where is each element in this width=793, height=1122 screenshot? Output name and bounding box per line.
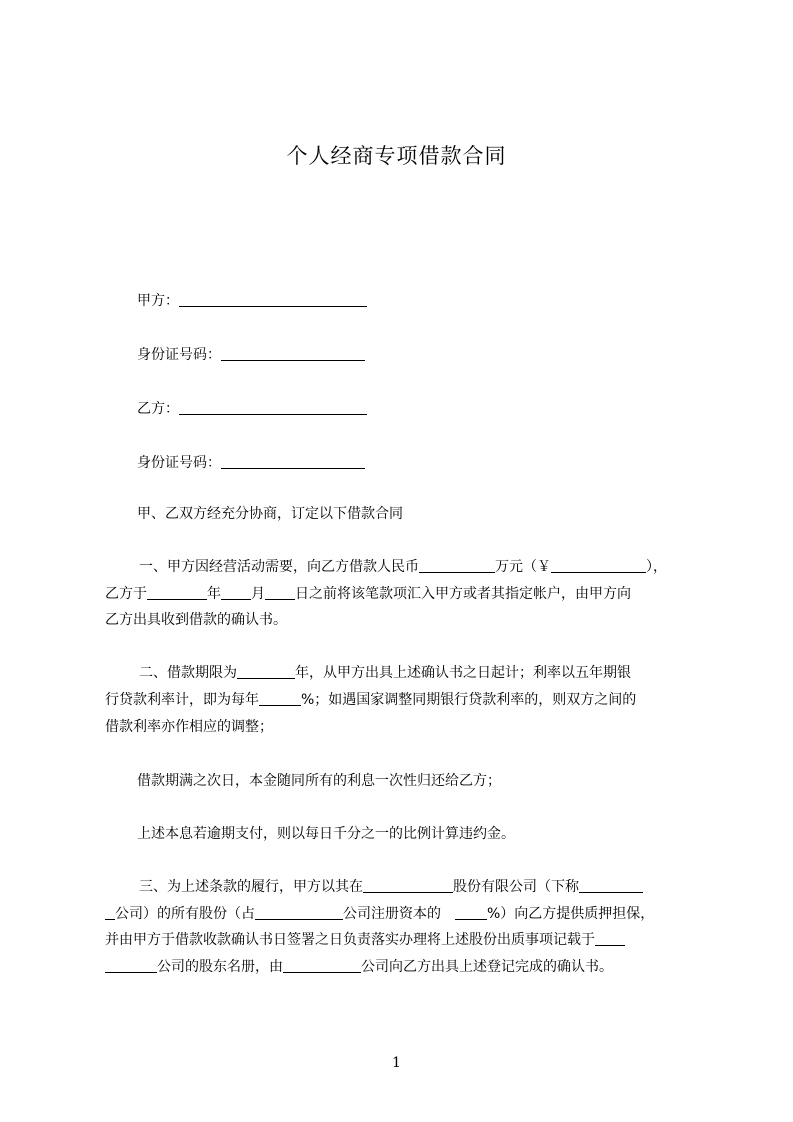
loan-amount-figure-blank[interactable]	[551, 558, 646, 573]
clause3-line2	[105, 904, 705, 924]
registered-capital-percent-blank[interactable]	[455, 905, 487, 920]
share-percent-blank[interactable]	[255, 905, 343, 920]
party-b-line	[137, 399, 737, 419]
clause3-line4	[105, 957, 705, 977]
clause1-text: 日之前将该笔款项汇入甲方或者其指定帐户，由甲方向	[295, 586, 631, 602]
clause3-text: 公司注册资本的	[343, 906, 441, 922]
clause1-text: 月	[251, 586, 265, 602]
clause2-text: 二、借款期限为	[139, 665, 237, 681]
confirming-company-blank[interactable]	[283, 958, 361, 973]
party-a-label: 甲方：	[137, 293, 179, 309]
clause3-line1	[139, 877, 739, 897]
clause2-line3: 借款利率亦作相应的调整；	[105, 719, 273, 735]
company-name-blank[interactable]	[363, 878, 453, 893]
clause1-text: ），	[646, 559, 667, 575]
contract-title: 个人经商专项借款合同	[286, 144, 507, 168]
party-a-id-blank[interactable]	[221, 346, 365, 361]
registry-company-blank-cont[interactable]	[105, 958, 157, 973]
page-number: 1	[392, 1055, 401, 1071]
party-b-id-label: 身份证号码：	[137, 455, 221, 471]
clause3-line3	[105, 930, 705, 950]
clause2-text: %；如遇国家调整同期银行贷款利率的，则双方之间的	[301, 692, 637, 708]
maturity-paragraph: 借款期满之次日，本金随同所有的利息一次性归还给乙方；	[137, 773, 501, 789]
clause1-text: 乙方于	[105, 586, 147, 602]
clause3-text: 三、为上述条款的履行，甲方以其在	[139, 879, 363, 895]
loan-amount-blank[interactable]	[419, 558, 495, 573]
party-b-id-blank[interactable]	[221, 454, 365, 469]
party-b-blank[interactable]	[179, 400, 367, 415]
clause1-text: 一、甲方因经营活动需要，向乙方借款人民币	[139, 559, 419, 575]
party-a-id-line	[137, 345, 737, 365]
interest-rate-blank[interactable]	[259, 691, 301, 706]
day-blank[interactable]	[265, 585, 295, 600]
party-b-id-line	[137, 453, 737, 473]
company-short-name-blank[interactable]	[579, 878, 643, 893]
intro-paragraph: 甲、乙双方经充分协商，订定以下借款合同	[137, 506, 403, 522]
company-short-name-blank-cont[interactable]	[105, 905, 115, 920]
party-a-line	[137, 291, 737, 311]
clause3-text: 公司的股东名册，由	[157, 959, 283, 975]
clause2-line1	[139, 663, 739, 683]
month-blank[interactable]	[221, 585, 251, 600]
clause2-text: 行贷款利率计，即为每年	[105, 692, 259, 708]
party-a-id-label: 身份证号码：	[137, 347, 221, 363]
party-a-blank[interactable]	[179, 292, 367, 307]
year-blank[interactable]	[147, 585, 207, 600]
clause1-line3: 乙方出具收到借款的确认书。	[105, 612, 287, 628]
registry-company-blank[interactable]	[595, 931, 625, 946]
clause3-text: 公司）的所有股份（占	[115, 906, 255, 922]
penalty-paragraph: 上述本息若逾期支付，则以每日千分之一的比例计算违约金。	[137, 826, 515, 842]
clause3-text: 股份有限公司（下称	[453, 879, 579, 895]
clause1-text: 万元（￥	[495, 559, 551, 575]
clause1-line2	[105, 584, 705, 604]
clause3-text: %）向乙方提供质押担保，	[487, 906, 655, 922]
clause2-text: 年，从甲方出具上述确认书之日起计；利率以五年期银	[295, 665, 631, 681]
clause1-text: 年	[207, 586, 221, 602]
clause3-text: 公司向乙方出具上述登记完成的确认书。	[361, 959, 613, 975]
term-years-blank[interactable]	[237, 664, 295, 679]
clause2-line2	[105, 690, 705, 710]
clause3-text: 并由甲方于借款收款确认书日签署之日负责落实办理将上述股份出质事项记载于	[105, 932, 595, 948]
party-b-label: 乙方：	[137, 401, 179, 417]
clause1-line1	[139, 557, 739, 577]
